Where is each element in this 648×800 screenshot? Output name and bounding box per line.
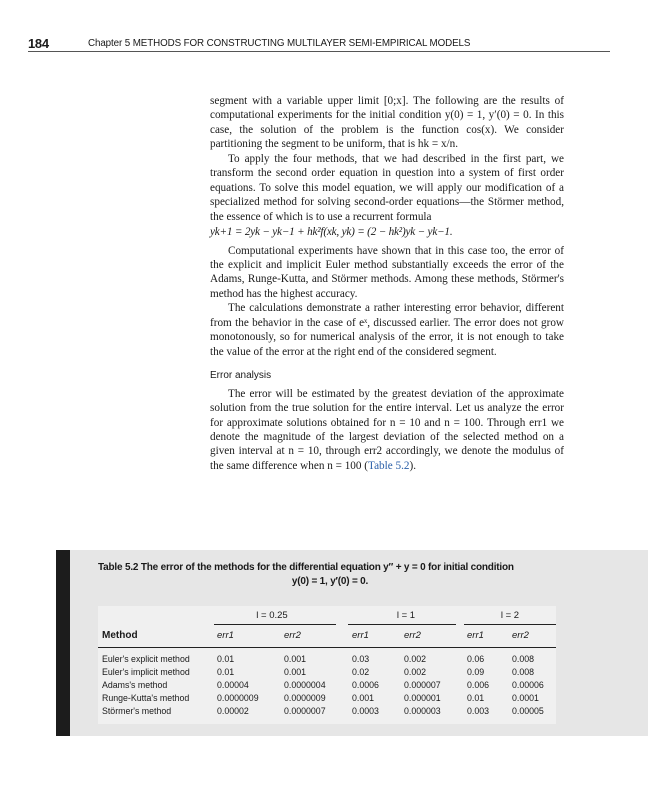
method-name: Störmer's method	[102, 706, 172, 716]
paragraph-2: To apply the four methods, that we had described in the first part, we transform the second order equation in question into a system of first order equations. To solve this model equation, we will apply our modification of a specialized method for solving second-order equations—the Störmer method, the essence of which is to use a recurrent formula	[210, 152, 564, 223]
col-header: err2	[284, 630, 301, 641]
table-cell: 0.0001	[512, 693, 539, 703]
table-cell: 0.00006	[512, 680, 544, 690]
table-cell: 0.03	[352, 654, 370, 664]
table-cell: 0.000001	[404, 693, 441, 703]
table-cell: 0.003	[467, 706, 490, 716]
col-header: err1	[352, 630, 369, 641]
table-cell: 0.01	[217, 667, 235, 677]
col-header: err1	[217, 630, 234, 641]
table-cell: 0.008	[512, 667, 535, 677]
group-rule-1	[214, 624, 336, 625]
table-cell: 0.000007	[404, 680, 441, 690]
table-cell: 0.0000004	[284, 680, 326, 690]
table-caption	[98, 561, 562, 589]
error-table	[98, 606, 556, 724]
page-header	[28, 36, 610, 50]
page-number: 184	[28, 36, 49, 51]
header-rule	[98, 647, 556, 648]
table-cell: 0.00002	[217, 706, 249, 716]
table-cell: 0.06	[467, 654, 485, 664]
table-row	[98, 693, 556, 705]
chapter-title: Chapter 5 METHODS FOR CONSTRUCTING MULTILAYER SEMI-EMPIRICAL MODELS	[88, 38, 471, 49]
table-cell: 0.01	[467, 693, 485, 703]
table-cell: 0.0000009	[284, 693, 326, 703]
paragraph-1: segment with a variable upper limit [0;x]. The following are the results of computational experiments for the initial condition y(0) = 1, y′(0) = 0. In this case, the solution of the problem is the function cos(x). We consider partitioning the segment to be uniform, that is hk = x/n.	[210, 95, 564, 151]
table-cell: 0.000003	[404, 706, 441, 716]
table-cell: 0.0000007	[284, 706, 326, 716]
group-header-l-025: l = 0.25	[256, 610, 288, 621]
table-row	[98, 706, 556, 718]
table-cell: 0.001	[284, 654, 307, 664]
col-header: err2	[512, 630, 529, 641]
section-heading: Error analysis	[210, 370, 272, 382]
table-cell: 0.008	[512, 654, 535, 664]
method-name: Adams's method	[102, 680, 168, 690]
table-cell: 0.0003	[352, 706, 379, 716]
method-name: Runge-Kutta's method	[102, 693, 190, 703]
paragraph-4: The calculations demonstrate a rather interesting error behavior, different from the behavior in the case of eˣ, discussed earlier. The error does not grow monotonously, so for numerical analysis of the error, it is not enough to take the value of the error at the right end of the considered segment.	[210, 302, 564, 358]
table-row	[98, 680, 556, 692]
caption-line-1: Table 5.2 The error of the methods for the differential equation y″ + y = 0 for initial condition	[98, 562, 514, 573]
table-cell: 0.01	[217, 654, 235, 664]
table-cell: 0.0006	[352, 680, 379, 690]
group-header-l-2: l = 2	[500, 610, 520, 621]
table-row	[98, 667, 556, 679]
table-cell: 0.00005	[512, 706, 544, 716]
paragraph-5	[210, 387, 564, 474]
table-cell: 0.006	[467, 680, 490, 690]
method-name: Euler's implicit method	[102, 667, 190, 677]
group-rule-3	[464, 624, 556, 625]
main-text	[210, 94, 564, 473]
table-cell: 0.00004	[217, 680, 249, 690]
table-cell: 0.09	[467, 667, 485, 677]
table-reference-link[interactable]: Table 5.2	[368, 459, 410, 472]
method-name: Euler's explicit method	[102, 654, 190, 664]
table-cell: 0.002	[404, 654, 427, 664]
paragraph-5-end: ).	[409, 459, 417, 472]
paragraph-5-text: The error will be estimated by the greatest deviation of the approximate solution from the true solution for the entire interval. Let us analyze the error for approximate solutions obtained for n = 10 and n = 100. Through err1 we denote the magnitude of the largest deviation of the selected method on a given interval at n = 10, through err2 accordingly, we denote the modulus of the same difference when n = 100 (	[210, 387, 564, 472]
table-cell: 0.0000009	[217, 693, 259, 703]
table-cell: 0.001	[284, 667, 307, 677]
group-header-l-1: l = 1	[396, 610, 416, 621]
header-rule	[28, 51, 610, 52]
table-cell: 0.001	[352, 693, 375, 703]
method-header: Method	[102, 630, 138, 641]
table-cell: 0.002	[404, 667, 427, 677]
table-cell: 0.02	[352, 667, 370, 677]
col-header: err2	[404, 630, 421, 641]
recurrent-formula: yk+1 = 2yk − yk−1 + hk²f(xk, yk) = (2 − hk²)yk − yk−1.	[210, 226, 453, 239]
group-rule-2	[348, 624, 456, 625]
table-side-bar	[56, 550, 70, 736]
col-header: err1	[467, 630, 484, 641]
caption-line-2: y(0) = 1, y′(0) = 0.	[291, 576, 369, 587]
paragraph-3: Computational experiments have shown that in this case too, the error of the explicit and implicit Euler method substantially exceeds the error of the Adams, Runge-Kutta, and Störmer methods. Among these methods, Störmer's method has the highest accuracy.	[210, 244, 564, 300]
table-row	[98, 654, 556, 666]
